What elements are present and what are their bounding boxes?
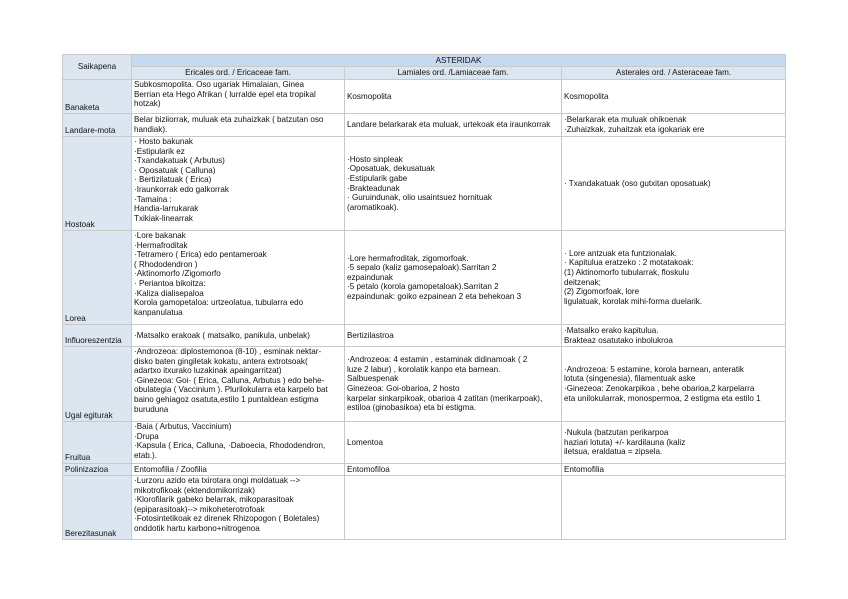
cell-lamiales: Entomofiloa (345, 464, 562, 476)
cell-asterales: Kosmopolita (562, 80, 786, 114)
cell-lamiales: Kosmopolita (345, 80, 562, 114)
cell-ericales: ·Androzeoa: diplostemonoa (8-10) , esminak nektar- disko baten gingiletak kokatu, antera extrotsoak( adartxo itxurako luzakinak apaingarritzat) ·Ginezeoa: Goi- ( Erica, Calluna, Arbutus ) edo behe- obulategia ( Vaccinium ). Plurilokularra eta karpelo bat baino gehiagoz osatuta,estilo 1 puntaldean estigma buruduna (132, 347, 345, 422)
header-row-columns (63, 67, 786, 80)
row-label-lorea: Lorea (63, 231, 132, 325)
cell-asterales: ·Androzeoa: 5 estamine, korola barnean, anteratik lotuta (singenesia), filamentuak aske ·Ginezeoa: Zenokarpikoa , behe obarioa,2 karpelarra eta unilokularrak, monospermoa, 2 estigma eta estilo 1 (562, 347, 786, 422)
table-row (63, 80, 786, 114)
cell-ericales: ·Matsalko erakoak ( matsalko, panikula, unbelak) (132, 325, 345, 347)
cell-asterales: · Txandakatuak (oso gutxitan oposatuak) (562, 137, 786, 231)
cell-asterales: Entomofilia (562, 464, 786, 476)
header-row-group (63, 55, 786, 67)
row-label-banaketa: Banaketa (63, 80, 132, 114)
cell-asterales: ·Nukula (batzutan perikarpoa haziari lotuta) +/- kardilauna (kaliz iletsua, eraldatua = zipsela. (562, 422, 786, 464)
table-row (63, 422, 786, 464)
table-row (63, 464, 786, 476)
cell-ericales: ·Lore bakanak ·Hermafroditak ·Tetramero ( Erica) edo pentameroak ( Rhododendron ) ·Aktinomorfo /Zigomorfo · Periantoa bikoitza: ·Kaliza dialisepaloa Korola gamopetaloa: urtzeolatua, tubularra edo kanpanulatua (132, 231, 345, 325)
cell-lamiales: ·Lore hermafroditak, zigomorfoak. ·5 sepalo (kaliz gamosepaloak).Sarritan 2 ezpaindunak ·5 petalo (korola gamopetaloak).Sarritan 2 ezpaindunak: goiko ezpainean 2 eta behekoan 3 (345, 231, 562, 325)
table-row (63, 137, 786, 231)
cell-ericales: ·Lurzoru azido eta txirotara ongi moldatuak --> mikotrofikoak (ektendomikorrizak) ·Klorofilarik gabeko belarrak, mikoparasitoak (epiparasitoak)--> mikoheterotrofoak ·Fotosintetikoak ez direnek Rhizopogon ( Boletales) onddotik hartu karbono+nitrogenoa (132, 476, 345, 540)
column-header-ericales: Ericales ord. / Ericaceae fam. (132, 67, 345, 80)
cell-ericales: Subkosmopolita. Oso ugariak Himalaian, Ginea Berrian eta Hego Afrikan ( lurralde epel eta tropikal hotzak) (132, 80, 345, 114)
cell-lamiales: Bertizilastroa (345, 325, 562, 347)
table-row (63, 231, 786, 325)
column-header-lamiales: Lamiales ord. /Lamiaceae fam. (345, 67, 562, 80)
table-row (63, 325, 786, 347)
cell-asterales (562, 476, 786, 540)
cell-ericales: Belar biziiorrak, muluak eta zuhaizkak ( batzutan oso handiak). (132, 114, 345, 137)
cell-lamiales: Lomentoa (345, 422, 562, 464)
row-label-infloreszentzia: Influoreszentzia (63, 325, 132, 347)
cell-asterales: · Lore antzuak eta funtzionalak. · Kapitulua eratzeko : 2 motatakoak: (1) Aktinomorfo tubularrak, floskulu deitzenak; (2) Zigomorfoak, lore ligulatuak, korolak mihi-forma duelarik. (562, 231, 786, 325)
row-label-berezitasunak: Berezitasunak (63, 476, 132, 540)
cell-lamiales: ·Androzeoa: 4 estamin , estaminak didinamoak ( 2 luze 2 labur) , korolatik kanpo eta barnean. Salbuespenak Ginezeoa: Goi-obarioa, 2 hosto karpelar sinkarpikoak, obarioa 4 zatitan (merikarpoak), estiloa (ginobasikoa) eta bi estigma. (345, 347, 562, 422)
row-label-landare-mota: Landare-mota (63, 114, 132, 137)
column-header-asterales: Asterales ord. / Asteraceae fam. (562, 67, 786, 80)
row-label-polinizazioa: Polinizazioa (63, 464, 132, 476)
cell-ericales: ·Baia ( Arbutus, Vaccinium) ·Drupa ·Kapsula ( Erica, Calluna, ·Daboecia, Rhododendron, etab.). (132, 422, 345, 464)
cell-lamiales (345, 476, 562, 540)
taxonomy-comparison-table (62, 54, 786, 540)
row-label-hostoak: Hostoak (63, 137, 132, 231)
group-header: ASTERIDAK (132, 55, 786, 67)
cell-ericales: · Hosto bakunak ·Estipularik ez ·Txandakatuak ( Arbutus) · Oposatuak ( Calluna) · Bertizilatuak ( Erica) ·Iraunkorrak edo galkorrak ·Tamaina : Handia-larrukarak Txikiak-linearrak (132, 137, 345, 231)
cell-asterales: ·Matsalko erako kapitulua. Brakteaz osatutako inbolukroa (562, 325, 786, 347)
table-row (63, 114, 786, 137)
cell-lamiales: ·Hosto sinpleak ·Oposatuak, dekusatuak ·Estipularik gabe ·Brakteadunak · Guruindunak, olio usaintsuez hornituak (aromatikoak). (345, 137, 562, 231)
cell-asterales: ·Belarkarak eta muluak ohikoenak ·Zuhaizkak, zuhaitzak eta igokariak ere (562, 114, 786, 137)
row-label-fruitua: Fruitua (63, 422, 132, 464)
corner-label: Saikapena (63, 55, 132, 80)
cell-lamiales: Landare belarkarak eta muluak, urtekoak eta iraunkorrak (345, 114, 562, 137)
table-row (63, 476, 786, 540)
table-row (63, 347, 786, 422)
cell-ericales: Entomofilia / Zoofilia (132, 464, 345, 476)
row-label-ugal-egiturak: Ugal egiturak (63, 347, 132, 422)
